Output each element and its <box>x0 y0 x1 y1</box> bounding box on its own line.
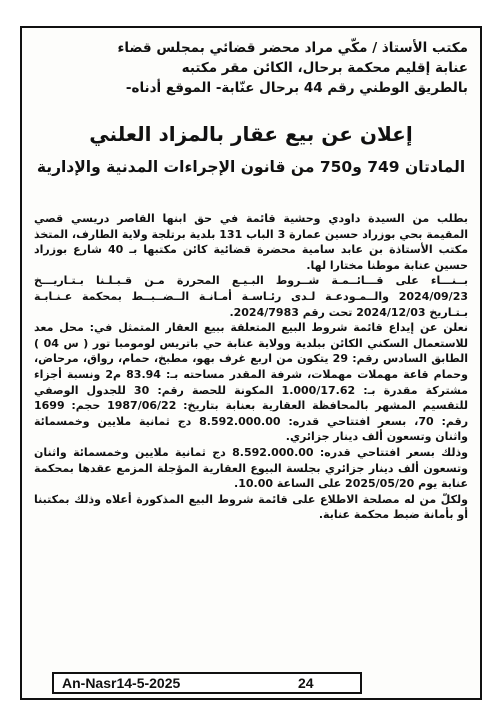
legal-notice <box>20 26 482 700</box>
header-line: بالطريق الوطني رقم 44 برحال عنّابة- الموقع أدناه- <box>125 80 468 96</box>
body-paragraph: بــنـــاء على قـــائــمـة شــروط البـيـع المحررة مـن قـبـلـنا بـتـاريـــخ 2024/09/23 والــمـودعـة لـدى رئـاسـة أمـانـة الــضــبــط بمحكمة عـنـابـة بـتـاريخ 2024/12/03 تحت رقم 2024/7983. <box>34 274 468 319</box>
body-paragraph: ولكلّ من له مصلحة الاطلاع على قائمة شروط البيع المذكورة أعلاه وذلك بمكتبنا أو بأمانة ضبط محكمة عنابة. <box>34 492 468 522</box>
notice-title: إعلان عن بيع عقار بالمزاد العلني <box>89 122 413 146</box>
header-line: مكتب الأستاذ / مكّي مراد محضر قضائي بمجلس قضاء <box>117 40 468 56</box>
notice-subtitle: المادتان 749 و750 من قانون الإجراءات المدنية والإدارية <box>36 158 466 176</box>
bailiff-header <box>34 38 468 98</box>
publication-footer <box>52 672 362 694</box>
body-paragraph: بطلب من السيدة داودي وحشية قائمة في حق ابنها القاصر دريسي قصي المقيمة بحي بوزراد حسين عمارة 3 الباب 131 بلدية برتلجة ولاية الطارف، المتخذ مكتب الأستاذة بن عابد سامية محضرة قضائية كائن مكتبها بـ 40 شارع بوزراد حسين عنابة موطنا مختارا لها. <box>34 212 469 272</box>
body-paragraph: نعلن عن إيداع قائمة شروط البيع المتعلقة ببيع العقار المتمثل في: محل معد للاستعمال السكني الكائن ببلدية وولاية عنابة حي باتريس لومومبا تور ( س 04 ) الطابق السادس رقم: 29 يتكون من اربع غرف بهو، مطبخ، حمام، رواق، مرحاض، وحمام قاعة مهملات مهملات، شرفة المقدر مساحته بـ: 83.94 م2 ونسبة أجزاء مشتركة مقدرة بـ: 1.000/17.62 المكونة للحصة رقم: 30 للجدول الوصفي للتقسيم المشهر بالمحافظة العقارية بعنابة بتاريخ: 1987/06/22 حجم: 1699 رقم: 70، بسعر افتتاحي قدره: 8.592.000.00 دج ثمانية ملايين وخمسمائة واثنان وتسعون ألف دينار جزائري. <box>34 321 469 444</box>
publication-date: An-Nasr14-5-2025 <box>62 675 181 691</box>
header-line: عنابة إقليم محكمة برحال، الكائن مقر مكتبه <box>181 60 468 76</box>
body-paragraph: وذلك بسعر افتتاحي قدره: 8.592.000.00 دج ثمانية ملايين وخمسمائة واثنان وتسعون ألف دينار جزائري بجلسة البيوع العقارية المؤجلة المزمع عقدها بمحكمة عنابة يوم 2025/05/20 على الساعة 10.00. <box>34 445 468 491</box>
page-number: 24 <box>298 675 314 691</box>
notice-body <box>34 211 468 523</box>
